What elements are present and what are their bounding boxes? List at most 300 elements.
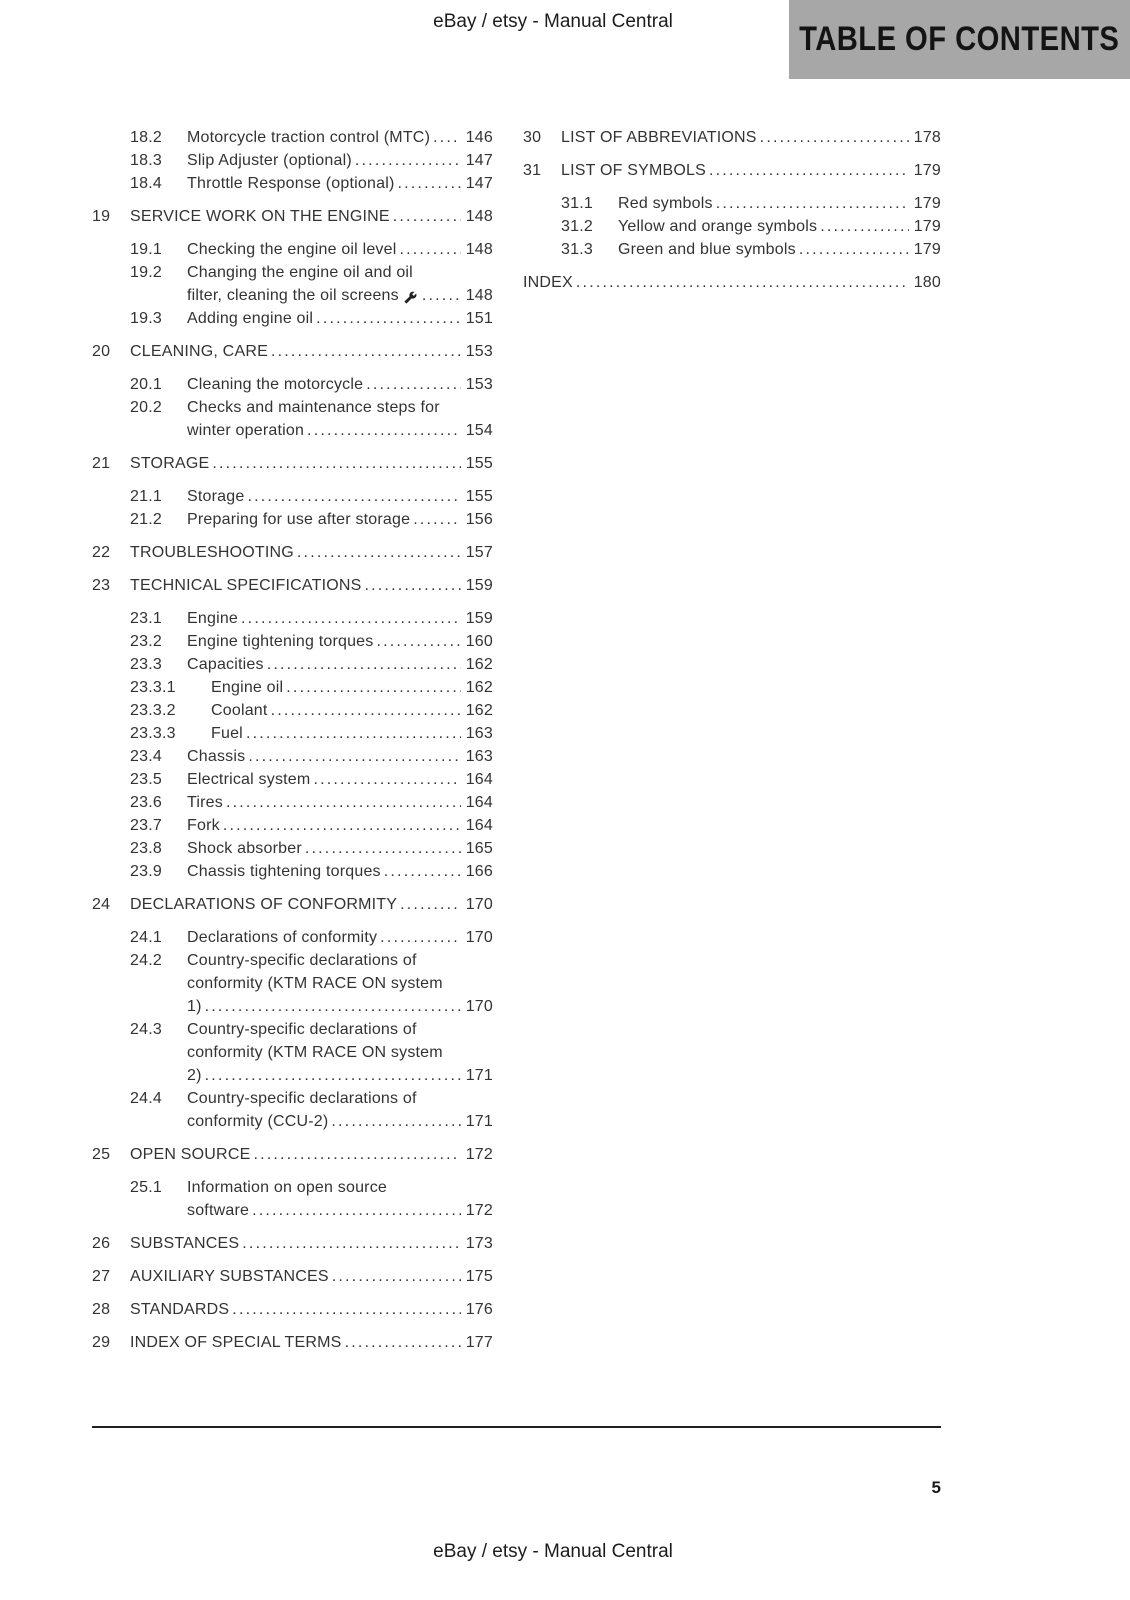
entry-number: 23.3.1 [130, 679, 176, 696]
dot-leader [366, 373, 460, 396]
dot-leader [433, 126, 461, 149]
entry-body [187, 126, 493, 149]
entry-title-line: winter operation [187, 422, 305, 439]
entry-body [187, 396, 493, 442]
entry-last-line [187, 172, 493, 195]
toc-entry [92, 307, 493, 330]
entry-last-line [187, 485, 493, 508]
entry-last-line [618, 215, 941, 238]
entry-title-line: Fork [187, 817, 220, 834]
entry-number: 19 [92, 208, 111, 225]
entry-page: 155 [465, 488, 493, 505]
entry-body [187, 307, 493, 330]
entry-title-line: Throttle Response (optional) [187, 175, 395, 192]
toc-entry [92, 541, 493, 564]
entry-title-line: filter, cleaning the oil screens [187, 287, 399, 304]
entry-title-line: Country-specific declarations of [187, 952, 417, 969]
entry-page: 155 [465, 455, 493, 472]
entry-number: 23.3.2 [130, 702, 176, 719]
entry-body [130, 1298, 493, 1321]
entry-number: 23.2 [130, 633, 162, 650]
entry-title-line: TECHNICAL SPECIFICATIONS [130, 577, 362, 594]
entry-last-line [211, 722, 493, 745]
entry-title-line: LIST OF SYMBOLS [561, 162, 706, 179]
entry-body [130, 452, 493, 475]
entry-last-line [187, 307, 493, 330]
entry-page: 180 [913, 274, 941, 291]
entry-body [187, 261, 493, 307]
entry-last-line [187, 1199, 493, 1222]
entry-last-line [187, 126, 493, 149]
entry-page: 177 [465, 1334, 493, 1351]
dot-leader [297, 541, 461, 564]
entry-last-line [187, 373, 493, 396]
dot-leader [820, 215, 909, 238]
toc-entry [92, 676, 493, 699]
dot-leader [332, 1265, 461, 1288]
dot-leader [232, 1298, 460, 1321]
entry-number: 24 [92, 896, 111, 913]
entry-page: 175 [465, 1268, 493, 1285]
entry-last-line [130, 1298, 493, 1321]
toc-entry [92, 574, 493, 597]
entry-last-line [130, 1265, 493, 1288]
entry-number: 21.2 [130, 511, 162, 528]
entry-page: 163 [465, 748, 493, 765]
entry-title-line: Declarations of conformity [187, 929, 378, 946]
entry-last-line [130, 1143, 493, 1166]
entry-last-line [130, 893, 493, 916]
entry-body [187, 172, 493, 195]
dot-leader [365, 574, 461, 597]
entry-body [561, 126, 941, 149]
toc-entry [92, 373, 493, 396]
entry-title-line: STORAGE [130, 455, 210, 472]
entry-last-line [187, 791, 493, 814]
entry-title-line: software [187, 1202, 250, 1219]
dot-leader [400, 238, 461, 261]
entry-page: 179 [913, 162, 941, 179]
dot-leader [316, 307, 461, 330]
entry-title-line: Motorcycle traction control (MTC) [187, 129, 431, 146]
entry-body [187, 837, 493, 860]
entry-page: 170 [465, 929, 493, 946]
dot-leader [760, 126, 909, 149]
toc-entry [92, 1331, 493, 1354]
entry-title-line: SERVICE WORK ON THE ENGINE [130, 208, 390, 225]
entry-page: 179 [913, 218, 941, 235]
entry-last-line [187, 814, 493, 837]
entry-last-line [130, 574, 493, 597]
toc-entry [92, 261, 493, 307]
entry-body [187, 860, 493, 883]
entry-page: 154 [465, 422, 493, 439]
entry-title-line: Electrical system [187, 771, 311, 788]
entry-number: 26 [92, 1235, 111, 1252]
toc-entry [92, 926, 493, 949]
toc-entry [92, 653, 493, 676]
entry-title-line: Capacities [187, 656, 264, 673]
entry-number: 24.3 [130, 1021, 162, 1038]
entry-body [187, 653, 493, 676]
entry-page: 170 [465, 998, 493, 1015]
entry-body [618, 238, 941, 261]
entry-body [187, 768, 493, 791]
entry-title-line: 1) [187, 998, 202, 1015]
entry-body [187, 745, 493, 768]
dot-leader [286, 676, 460, 699]
dot-leader [212, 452, 460, 475]
entry-title-line: Fuel [211, 725, 243, 742]
entry-title-line: LIST OF ABBREVIATIONS [561, 129, 757, 146]
entry-body [130, 574, 493, 597]
dot-leader [355, 149, 461, 172]
entry-page: 159 [465, 577, 493, 594]
dot-leader [709, 159, 909, 182]
entry-last-line [561, 126, 941, 149]
entry-title-line: DECLARATIONS OF CONFORMITY [130, 896, 398, 913]
entry-body [187, 791, 493, 814]
toc-column-right [523, 126, 941, 1364]
entry-title-line: Green and blue symbols [618, 241, 796, 258]
entry-number: 22 [92, 544, 111, 561]
entry-body [211, 699, 493, 722]
entry-page: 170 [465, 896, 493, 913]
entry-number: 23.9 [130, 863, 162, 880]
entry-last-line [211, 676, 493, 699]
entry-body [130, 340, 493, 363]
entry-last-line [130, 452, 493, 475]
dot-leader [307, 419, 461, 442]
entry-title-line: Engine tightening torques [187, 633, 374, 650]
dot-leader [799, 238, 909, 261]
entry-page: 146 [465, 129, 493, 146]
entry-page: 147 [465, 152, 493, 169]
page-number: 5 [931, 1478, 941, 1497]
toc-entry [92, 791, 493, 814]
toc-entry [92, 1298, 493, 1321]
dot-leader [716, 192, 909, 215]
entry-body [187, 1087, 493, 1133]
entry-last-line [618, 192, 941, 215]
table-of-contents [92, 126, 941, 1364]
entry-number: 23.1 [130, 610, 162, 627]
entry-title-line: Country-specific declarations of [187, 1090, 417, 1107]
footer-divider [92, 1426, 941, 1428]
toc-column-left [92, 126, 493, 1364]
toc-entry [92, 1018, 493, 1087]
entry-number: 23.3 [130, 656, 162, 673]
entry-number: 24.4 [130, 1090, 162, 1107]
entry-body [187, 508, 493, 531]
entry-last-line [187, 653, 493, 676]
toc-entry [92, 814, 493, 837]
entry-page: 157 [465, 544, 493, 561]
dot-leader [400, 893, 461, 916]
entry-number: 21.1 [130, 488, 162, 505]
entry-last-line [187, 768, 493, 791]
toc-entry [92, 485, 493, 508]
toc-entry [92, 699, 493, 722]
entry-title-line: conformity (KTM RACE ON system [187, 1044, 443, 1061]
entry-page: 172 [465, 1146, 493, 1163]
toc-entry [92, 396, 493, 442]
dot-leader [305, 837, 461, 860]
entry-title-line: Tires [187, 794, 223, 811]
entry-number: 23.5 [130, 771, 162, 788]
entry-last-line [187, 419, 493, 442]
entry-last-line [187, 284, 493, 307]
entry-body [187, 238, 493, 261]
entry-last-line [187, 837, 493, 860]
entry-number: 30 [523, 129, 542, 146]
entry-page: 178 [913, 129, 941, 146]
entry-page: 164 [465, 771, 493, 788]
toc-entry [92, 452, 493, 475]
entry-page: 160 [465, 633, 493, 650]
entry-body [130, 1232, 493, 1255]
dot-leader [253, 1143, 460, 1166]
entry-last-line [187, 926, 493, 949]
entry-title-line: INDEX [523, 274, 573, 291]
entry-number: 31 [523, 162, 542, 179]
entry-number: 31.2 [561, 218, 593, 235]
dot-leader [205, 1064, 461, 1087]
wrench-icon [404, 291, 417, 304]
entry-number: 27 [92, 1268, 111, 1285]
entry-page: 171 [465, 1113, 493, 1130]
toc-entry [92, 1087, 493, 1133]
entry-number: 20 [92, 343, 111, 360]
toc-entry [92, 893, 493, 916]
entry-title-line: Engine oil [211, 679, 284, 696]
entry-last-line [187, 1110, 493, 1133]
entry-title-line: conformity (KTM RACE ON system [187, 975, 443, 992]
entry-title-line: Chassis tightening torques [187, 863, 381, 880]
dot-leader [397, 172, 460, 195]
toc-entry [92, 768, 493, 791]
entry-page: 153 [465, 343, 493, 360]
entry-number: 18.3 [130, 152, 162, 169]
entry-page: 164 [465, 817, 493, 834]
entry-body [618, 192, 941, 215]
entry-body [187, 149, 493, 172]
entry-page: 151 [465, 310, 493, 327]
toc-entry [92, 172, 493, 195]
toc-entry [523, 271, 941, 294]
dot-leader [345, 1331, 461, 1354]
top-header-text: eBay / etsy - Manual Central [433, 11, 673, 32]
entry-body [130, 893, 493, 916]
entry-last-line [187, 149, 493, 172]
entry-last-line [187, 1064, 493, 1087]
entry-number: 23.3.3 [130, 725, 176, 742]
entry-page: 148 [465, 241, 493, 258]
toc-entry [92, 1232, 493, 1255]
entry-title-line: TROUBLESHOOTING [130, 544, 294, 561]
entry-number: 18.4 [130, 175, 162, 192]
entry-title-line: Country-specific declarations of [187, 1021, 417, 1038]
entry-page: 159 [465, 610, 493, 627]
entry-page: 166 [465, 863, 493, 880]
entry-title-line: Preparing for use after storage [187, 511, 411, 528]
dot-leader [422, 284, 461, 307]
entry-body [130, 541, 493, 564]
entry-number: 18.2 [130, 129, 162, 146]
entry-body [187, 373, 493, 396]
entry-body [187, 485, 493, 508]
toc-entry [523, 238, 941, 261]
entry-title-line: Coolant [211, 702, 268, 719]
entry-page: 179 [913, 241, 941, 258]
entry-last-line [130, 1331, 493, 1354]
toc-entry [92, 238, 493, 261]
toc-entry [92, 949, 493, 1018]
entry-body [211, 722, 493, 745]
entry-title-line: Adding engine oil [187, 310, 314, 327]
entry-page: 165 [465, 840, 493, 857]
entry-title-line: conformity (CCU-2) [187, 1113, 329, 1130]
entry-number: 19.1 [130, 241, 162, 258]
entry-title-line: Slip Adjuster (optional) [187, 152, 352, 169]
entry-body [187, 926, 493, 949]
entry-body [211, 676, 493, 699]
entry-number: 24.1 [130, 929, 162, 946]
entry-last-line [561, 159, 941, 182]
dot-leader [267, 653, 461, 676]
entry-body [187, 630, 493, 653]
entry-number: 24.2 [130, 952, 162, 969]
entry-body [187, 949, 493, 1018]
dot-leader [271, 699, 461, 722]
entry-title-line: Checking the engine oil level [187, 241, 397, 258]
page-title: TABLE OF CONTENTS [799, 20, 1120, 58]
entry-last-line [187, 630, 493, 653]
entry-title-line: Cleaning the motorcycle [187, 376, 364, 393]
entry-number: 19.2 [130, 264, 162, 281]
entry-number: 20.1 [130, 376, 162, 393]
entry-number: 19.3 [130, 310, 162, 327]
entry-last-line [187, 508, 493, 531]
toc-entry [92, 205, 493, 228]
toc-entry [92, 860, 493, 883]
entry-page: 148 [465, 287, 493, 304]
entry-body [187, 1176, 493, 1222]
dot-leader [576, 271, 909, 294]
entry-page: 162 [465, 656, 493, 673]
entry-title-line: Yellow and orange symbols [618, 218, 818, 235]
entry-page: 163 [465, 725, 493, 742]
entry-page: 171 [465, 1067, 493, 1084]
dot-leader [380, 926, 461, 949]
entry-page: 147 [465, 175, 493, 192]
entry-body [187, 1018, 493, 1087]
entry-page: 173 [465, 1235, 493, 1252]
entry-page: 148 [465, 208, 493, 225]
entry-body [130, 1143, 493, 1166]
entry-title-line: Engine [187, 610, 239, 627]
entry-title-line: INDEX OF SPECIAL TERMS [130, 1334, 342, 1351]
entry-last-line [187, 860, 493, 883]
entry-title-line: Red symbols [618, 195, 713, 212]
entry-title-line: OPEN SOURCE [130, 1146, 251, 1163]
toc-entry [523, 159, 941, 182]
toc-entry [92, 745, 493, 768]
toc-entry [92, 630, 493, 653]
entry-last-line [523, 271, 941, 294]
toc-entry [523, 215, 941, 238]
dot-leader [242, 1232, 460, 1255]
entry-page: 164 [465, 794, 493, 811]
toc-entry [92, 1265, 493, 1288]
dot-leader [246, 722, 461, 745]
toc-entry [92, 149, 493, 172]
entry-number: 23.8 [130, 840, 162, 857]
entry-body [130, 205, 493, 228]
entry-title-line: Information on open source [187, 1179, 387, 1196]
entry-number: 31.3 [561, 241, 593, 258]
entry-last-line [187, 995, 493, 1018]
toc-entry [92, 837, 493, 860]
entry-page: 172 [465, 1202, 493, 1219]
header-box [789, 0, 1130, 79]
toc-entry [92, 340, 493, 363]
toc-entry [92, 607, 493, 630]
entry-body [561, 159, 941, 182]
entry-title-line: CLEANING, CARE [130, 343, 268, 360]
dot-leader [223, 814, 461, 837]
entry-number: 23.7 [130, 817, 162, 834]
toc-entry [92, 1143, 493, 1166]
dot-leader [393, 205, 461, 228]
entry-body [130, 1331, 493, 1354]
entry-last-line [130, 541, 493, 564]
toc-entry [92, 722, 493, 745]
entry-page: 162 [465, 702, 493, 719]
entry-title-line: AUXILIARY SUBSTANCES [130, 1268, 329, 1285]
entry-last-line [187, 745, 493, 768]
bottom-footer-text: eBay / etsy - Manual Central [433, 1541, 673, 1562]
entry-number: 21 [92, 455, 111, 472]
entry-body [523, 271, 941, 294]
entry-title-line: SUBSTANCES [130, 1235, 240, 1252]
entry-title-line: Shock absorber [187, 840, 302, 857]
entry-last-line [187, 238, 493, 261]
entry-page: 176 [465, 1301, 493, 1318]
entry-last-line [130, 205, 493, 228]
dot-leader [252, 1199, 461, 1222]
entry-last-line [618, 238, 941, 261]
entry-page: 179 [913, 195, 941, 212]
entry-title-line: Changing the engine oil and oil [187, 264, 413, 281]
toc-entry [92, 508, 493, 531]
entry-last-line [187, 607, 493, 630]
dot-leader [376, 630, 460, 653]
entry-page: 156 [465, 511, 493, 528]
dot-leader [271, 340, 461, 363]
entry-title-line: Chassis [187, 748, 246, 765]
entry-body [618, 215, 941, 238]
dot-leader [226, 791, 461, 814]
dot-leader [331, 1110, 460, 1133]
entry-number: 25 [92, 1146, 111, 1163]
entry-number: 31.1 [561, 195, 593, 212]
entry-number: 25.1 [130, 1179, 162, 1196]
dot-leader [413, 508, 460, 531]
entry-last-line [130, 340, 493, 363]
entry-number: 23.4 [130, 748, 162, 765]
entry-last-line [211, 699, 493, 722]
